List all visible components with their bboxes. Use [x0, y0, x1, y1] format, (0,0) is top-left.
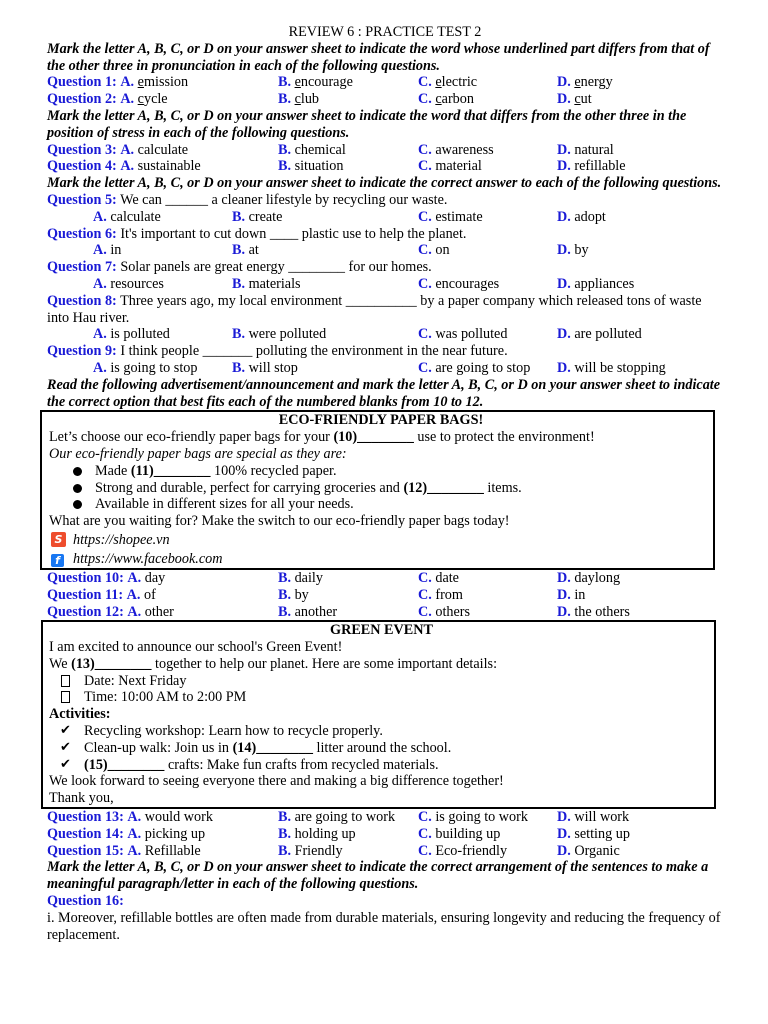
checkmark-icon: ✔ — [60, 756, 71, 772]
instruction-pronunciation: Mark the letter A, B, C, or D on your answer sheet to indicate the word whose underlined part differs from that of the other three in pronunciation in each of the following questions. — [47, 40, 710, 74]
question-3: Question 3: A. calculate B. chemical C. awareness D. natural — [47, 141, 614, 158]
instruction-correct-answer: Mark the letter A, B, C, or D on your answer sheet to indicate the correct answer to each of the following questions. — [47, 175, 722, 192]
bullet-icon — [73, 500, 82, 509]
announcement-line: I am excited to announce our school's Green Event! — [49, 639, 343, 656]
advertisement-line: Let’s choose our eco-friendly paper bags for your (10)________ use to protect the environment! — [49, 429, 595, 446]
checkmark-icon: ✔ — [60, 723, 71, 739]
announcement-line: We (13)________ together to help our planet. Here are some important details: — [49, 655, 498, 672]
activity-item: ✔ Recycling workshop: Learn how to recycle properly. — [60, 723, 383, 740]
facebook-icon: f — [51, 554, 64, 567]
placeholder-box-icon — [61, 691, 70, 703]
placeholder-box-icon — [61, 675, 70, 687]
question-12: Question 12: A. other B. another C. others D. the others — [47, 603, 630, 620]
announcement-box — [41, 620, 716, 809]
question-5-stem: Question 5: We can ______ a cleaner lifestyle by recycling our waste. — [47, 191, 448, 208]
bullet-icon — [73, 484, 82, 493]
question-6-stem: Question 6: It's important to cut down ____ plastic use to help the planet. — [47, 225, 467, 242]
activity-item: ✔ Clean-up walk: Join us in (14)________ litter around the school. — [60, 739, 452, 756]
advertisement-bullet: Available in different sizes for all your needs. — [49, 496, 713, 513]
announcement-closing: We look forward to seeing everyone there and making a big difference together! — [49, 773, 504, 790]
question-8-stem: Question 8: Three years ago, my local environment __________ by a paper company which released tons of waste into Hau river. — [47, 292, 702, 326]
instruction-stress: Mark the letter A, B, C, or D on your answer sheet to indicate the word that differs from the other three in the position of stress in each of the following questions. — [47, 107, 687, 141]
question-16-sentence: i. Moreover, refillable bottles are often made from durable materials, ensuring longevity and reducing the frequency of replacement. — [47, 909, 721, 943]
question-2: Question 2: A. cycle B. club C. carbon D. cut — [47, 91, 592, 108]
advertisement-title: ECO-FRIENDLY PAPER BAGS! — [278, 412, 484, 429]
question-14: Question 14: A. picking up B. holding up C. building up D. setting up — [47, 825, 630, 842]
activities-heading: Activities: — [49, 706, 111, 723]
bullet-icon — [73, 467, 82, 476]
instruction-reading: Read the following advertisement/announcement and mark the letter A, B, C, or D on your answer sheet to indicate the correct option that best fits each of the numbered blanks from 10 to 12. — [47, 376, 721, 410]
question-7-options: A. resources B. materials C. encourages D. appliances — [93, 275, 635, 292]
worksheet — [47, 24, 723, 943]
question-1: Question 1: A. emission B. encourage C. electric D. energy — [47, 74, 613, 91]
advertisement-closing: What are you waiting for? Make the switch to our eco-friendly paper bags today! — [49, 513, 510, 530]
facebook-link[interactable]: f https://www.facebook.com — [49, 550, 713, 568]
announcement-signoff: Thank you, — [49, 790, 114, 807]
question-9-options: A. is going to stop B. will stop C. are going to stop D. will be stopping — [93, 359, 666, 376]
announcement-detail: Date: Next Friday — [49, 673, 714, 690]
question-5-options: A. calculate B. create C. estimate D. adopt — [93, 208, 606, 225]
advertisement-subtitle: Our eco-friendly paper bags are special as they are: — [49, 445, 347, 462]
question-6-options: A. in B. at C. on D. by — [93, 242, 589, 259]
question-8-options: A. is polluted B. were polluted C. was polluted D. are polluted — [93, 326, 642, 343]
announcement-title: GREEN EVENT — [330, 622, 433, 639]
question-10: Question 10: A. day B. daily C. date D. daylong — [47, 569, 621, 586]
question-15: Question 15: A. Refillable B. Friendly C. Eco-friendly D. Organic — [47, 842, 620, 859]
advertisement-bullet: Made (11)________ 100% recycled paper. — [49, 463, 713, 480]
announcement-detail: Time: 10:00 AM to 2:00 PM — [49, 689, 714, 706]
advertisement-box — [40, 410, 715, 570]
question-16-label: Question 16: — [47, 893, 124, 910]
activity-item: ✔ (15)________ crafts: Make fun crafts from recycled materials. — [60, 756, 439, 773]
question-4: Question 4: A. sustainable B. situation C. material D. refillable — [47, 158, 626, 175]
checkmark-icon: ✔ — [60, 739, 71, 755]
question-7-stem: Question 7: Solar panels are great energy ________ for our homes. — [47, 259, 432, 276]
question-9-stem: Question 9: I think people _______ polluting the environment in the near future. — [47, 343, 508, 360]
shopee-link[interactable]: S https://shopee.vn — [49, 530, 713, 550]
shopee-icon: S — [51, 532, 66, 547]
question-13: Question 13: A. would work B. are going to work C. is going to work D. will work — [47, 809, 630, 826]
page-title: REVIEW 6 : PRACTICE TEST 2 — [288, 24, 482, 40]
advertisement-bullet: Strong and durable, perfect for carrying groceries and (12)________ items. — [49, 480, 713, 497]
instruction-arrangement: Mark the letter A, B, C, or D on your answer sheet to indicate the correct arrangement of the sentences to make a meaningful paragraph/letter in each of the following questions. — [47, 859, 709, 893]
question-11: Question 11: A. of B. by C. from D. in — [47, 586, 586, 603]
